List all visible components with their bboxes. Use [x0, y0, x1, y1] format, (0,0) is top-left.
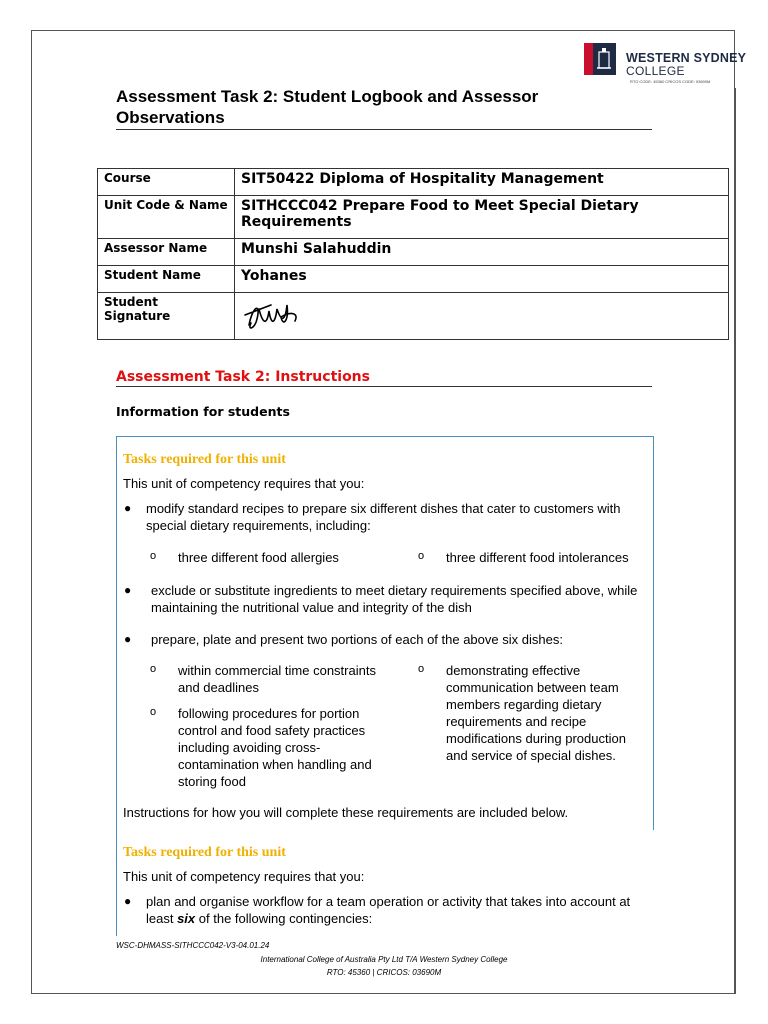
- tasks-intro-1: This unit of competency requires that you:: [123, 476, 365, 491]
- tasks-heading-2: Tasks required for this unit: [123, 845, 286, 860]
- course-label: Course: [98, 169, 235, 196]
- bullet-dot: ●: [124, 894, 132, 908]
- box-border-right: [653, 436, 654, 830]
- document-code: WSC-DHMASS-SITHCCC042-V3-04.01.24: [116, 941, 270, 950]
- logo-mark: [584, 43, 616, 75]
- sub-bullet-circle: o: [150, 663, 157, 675]
- college-logo: [584, 43, 747, 87]
- sub-bullet-circle: o: [150, 706, 157, 718]
- table-row: [98, 239, 729, 266]
- sub-bullet-circle: o: [418, 663, 425, 675]
- table-row: [98, 169, 729, 196]
- instructions-note: Instructions for how you will complete these requirements are included below.: [123, 805, 569, 820]
- signature-image: [241, 295, 311, 333]
- unit-label: Unit Code & Name: [98, 196, 235, 239]
- box-border-left: [116, 436, 117, 936]
- sub-portion-control: following procedures for portion control and food safety practices including avoiding cross-contamination when handling and storing food: [178, 706, 372, 789]
- sub-intolerances: three different food intolerances: [446, 550, 629, 565]
- course-value: SIT50422 Diploma of Hospitality Management: [235, 169, 729, 196]
- signature-cell: [235, 293, 729, 340]
- page-title: Assessment Task 2: Student Logbook and Assessor Observations: [116, 87, 539, 127]
- bullet-dot: ●: [124, 501, 132, 515]
- sub-bullet-circle: o: [150, 550, 157, 562]
- instructions-divider: [116, 386, 652, 387]
- signature-label: Student Signature: [98, 293, 235, 340]
- bullet-plan-workflow: plan and organise workflow for a team operation or activity that takes into account at least six of the following contingencies:: [146, 894, 631, 926]
- bullet-prepare-plate: prepare, plate and present two portions of each of the above six dishes:: [151, 632, 563, 647]
- table-row: [98, 266, 729, 293]
- assessor-value: Munshi Salahuddin: [235, 239, 729, 266]
- sub-allergies: three different food allergies: [178, 550, 339, 565]
- sub-bullet-circle: o: [418, 550, 425, 562]
- footer-rto: RTO: 45360 | CRICOS: 03690M: [326, 968, 442, 977]
- footer-college-name: International College of Australia Pty Ltd T/A Western Sydney College: [260, 955, 508, 964]
- table-row: [98, 293, 729, 340]
- logo-name-line2: COLLEGE: [626, 64, 685, 78]
- right-border: [735, 88, 736, 994]
- bullet-exclude-substitute: exclude or substitute ingredients to meet dietary requirements specified above, while maintaining the nutritional value and integrity of the dish: [151, 583, 638, 615]
- info-students-heading: Information for students: [116, 404, 290, 419]
- box-border-top: [116, 436, 654, 437]
- sub-communication: demonstrating effective communication between team members regarding dietary requirements and recipe modifications during production and service of special dishes.: [446, 663, 626, 763]
- assessor-label: Assessor Name: [98, 239, 235, 266]
- bullet-dot: ●: [124, 632, 132, 646]
- bullet-dot: ●: [124, 583, 132, 597]
- student-name-label: Student Name: [98, 266, 235, 293]
- table-row: [98, 196, 729, 239]
- logo-rto-text: RTO CODE: 45360 CRICOS CODE: 03690M: [630, 79, 711, 84]
- student-name-value: Yohanes: [235, 266, 729, 293]
- tasks-intro-2: This unit of competency requires that you:: [123, 869, 365, 884]
- sub-time-constraints: within commercial time constraints and deadlines: [178, 663, 376, 695]
- unit-value: SITHCCC042 Prepare Food to Meet Special Dietary Requirements: [235, 196, 729, 239]
- bullet-modify-recipes: modify standard recipes to prepare six different dishes that cater to customers with special dietary requirements, including:: [146, 501, 621, 533]
- instructions-title: Assessment Task 2: Instructions: [116, 369, 370, 385]
- logo-name-line1: WESTERN SYDNEY: [626, 51, 747, 65]
- title-divider: [116, 129, 652, 130]
- info-table: [97, 168, 729, 340]
- tasks-heading-1: Tasks required for this unit: [123, 452, 286, 467]
